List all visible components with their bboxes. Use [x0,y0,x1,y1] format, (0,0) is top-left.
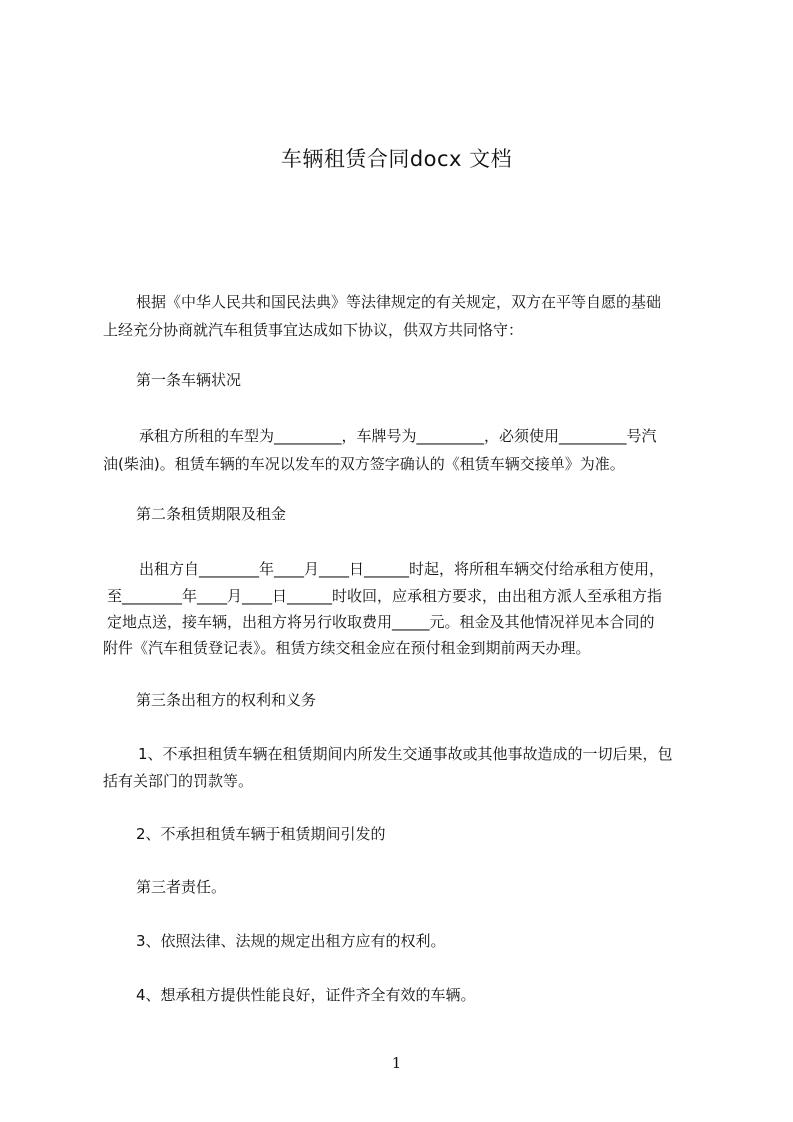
article-3-heading: 第三条出租方的权利和义务 [136,691,317,709]
article-3-item-2-continued: 第三者责任。 [136,878,227,896]
intro-line-1: 根据《中华人民共和国民法典》等法律规定的有关规定，双方在平等自愿的基础 [136,293,662,311]
article-1-heading: 第一条车辆状况 [136,371,242,389]
article-2-line-2: 至________年____月____日______时收回，应承租方要求，由出租方派人至承租方指 [107,587,663,605]
article-1-line-2: 油(柴油)。租赁车辆的车况以发车的双方签字确认的《租赁车辆交接单》为准。 [103,455,625,473]
article-3-item-3: 3、依照法律、法规的规定出租方应有的权利。 [136,932,446,950]
article-1-line-1: 承租方所租的车型为_________，车牌号为_________，必须使用_________号汽 [139,427,657,445]
article-2-line-4: 附件《汽车租赁登记表》。租赁方续交租金应在预付租金到期前两天办理。 [103,639,591,657]
article-2-heading: 第二条租赁期限及租金 [136,505,287,523]
article-3-item-1-line-2: 括有关部门的罚款等。 [103,772,254,790]
page-number: 1 [391,1054,402,1072]
article-3-item-2: 2、不承担租赁车辆于租赁期间引发的 [136,825,386,843]
document-title: 车辆租赁合同docx 文档 [280,147,513,171]
article-3-item-1-line-1: 1、不承担租赁车辆在租赁期间内所发生交通事故或其他事故造成的一切后果，包 [138,745,673,763]
intro-line-2: 上经充分协商就汽车租赁事宜达成如下协议，供双方共同恪守： [103,321,524,339]
article-3-item-4: 4、想承租方提供性能良好，证件齐全有效的车辆。 [136,986,476,1004]
article-2-line-1: 出租方自________年____月____日______时起，将所租车辆交付给承租方使用， [139,560,665,578]
article-2-line-3: 定地点送，接车辆，出租方将另行收取费用_____元。租金及其他情况祥见本合同的 [107,613,655,631]
